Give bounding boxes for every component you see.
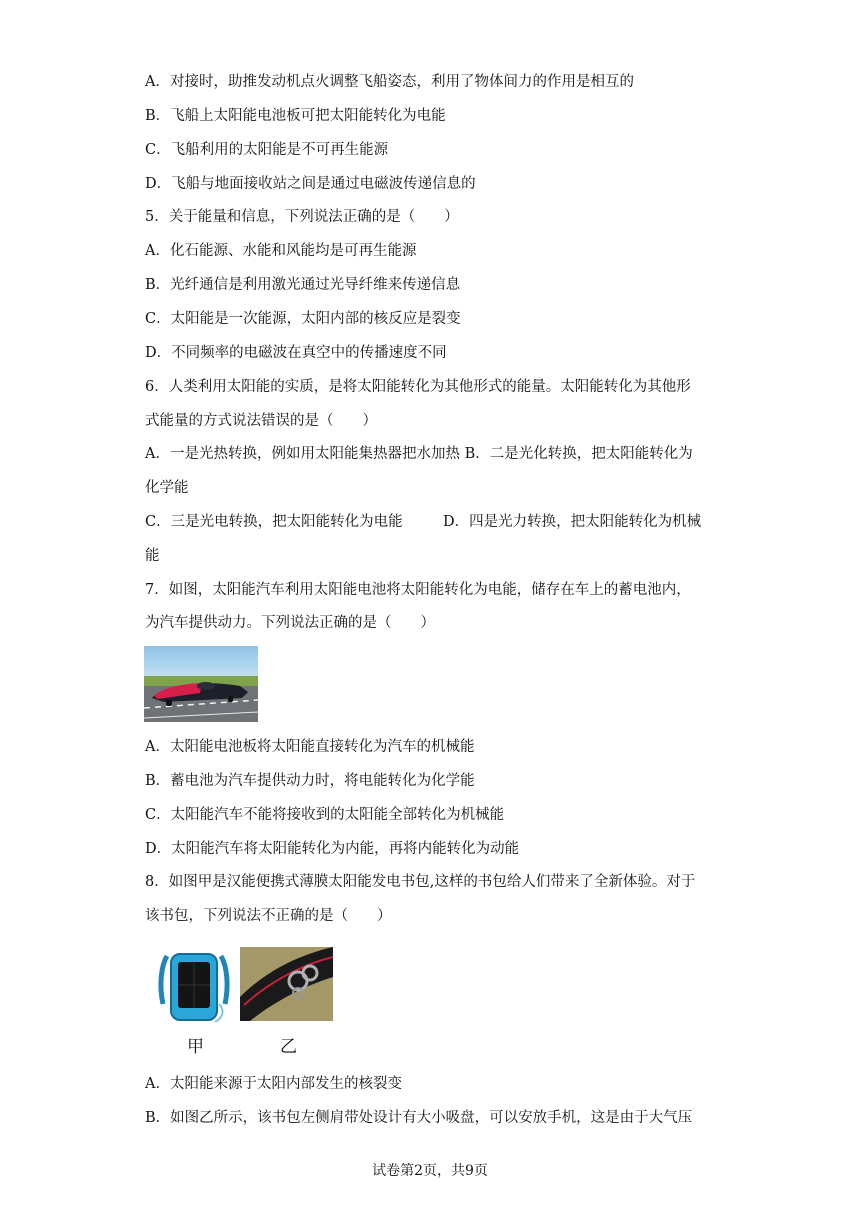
q5-option-b: B．光纤通信是利用激光通过光导纤维来传递信息 [145,277,461,293]
q6-stem-line2: 式能量的方式说法错误的是（ ） [145,413,377,429]
q7-option-d: D．太阳能汽车将太阳能转化为内能，再将内能转化为动能 [145,841,520,857]
q7-stem-line2: 为汽车提供动力。下列说法正确的是（ ） [145,615,435,631]
shoulder-strap-suction-cup-image [240,947,333,1021]
q4-option-c: C．飞船利用的太阳能是不可再生能源 [145,142,389,158]
solar-backpack-image [153,946,235,1026]
q4-option-d: D．飞船与地面接收站之间是通过电磁波传递信息的 [145,176,476,192]
q7-option-a: A．太阳能电池板将太阳能直接转化为汽车的机械能 [145,739,475,755]
figure-label-yi: 乙 [280,1037,297,1057]
q8-option-b: B．如图乙所示，该书包左侧肩带处设计有大小吸盘，可以安放手机，这是由于大气压 [145,1110,693,1126]
q7-option-b: B．蓄电池为汽车提供动力时，将电能转化为化学能 [145,773,475,789]
q4-option-b: B．飞船上太阳能电池板可把太阳能转化为电能 [145,108,446,124]
q6-option-ab-line2: 化学能 [145,480,189,496]
q5-stem: 5．关于能量和信息，下列说法正确的是（ ） [145,209,459,225]
q5-option-a: A．化石能源、水能和风能均是可再生能源 [145,243,417,259]
q7-stem-line1: 7．如图，太阳能汽车利用太阳能电池将太阳能转化为电能，储存在车上的蓄电池内， [145,582,691,598]
solar-car-image [144,646,258,722]
q6-stem-line1: 6．人类利用太阳能的实质，是将太阳能转化为其他形式的能量。太阳能转化为其他形 [145,379,691,395]
q5-option-d: D．不同频率的电磁波在真空中的传播速度不同 [145,345,447,361]
figure-label-jia: 甲 [187,1037,204,1057]
q6-option-ab-line1: A．一是光热转换，例如用太阳能集热器把水加热 B．二是光化转换，把太阳能转化为 [145,446,693,462]
q8-option-a: A．太阳能来源于太阳内部发生的核裂变 [145,1076,402,1092]
q7-option-c: C．太阳能汽车不能将接收到的太阳能全部转化为机械能 [145,807,505,823]
page-footer: 试卷第2页，共9页 [372,1163,488,1179]
q6-option-d-line2: 能 [145,548,160,564]
q8-stem-line1: 8．如图甲是汉能便携式薄膜太阳能发电书包,这样的书包给人们带来了全新体验。对于 [145,874,696,890]
q8-stem-line2: 该书包，下列说法不正确的是（ ） [145,908,392,924]
q5-option-c: C．太阳能是一次能源，太阳内部的核反应是裂变 [145,311,461,327]
q6-option-d-line1: D．四是光力转换，把太阳能转化为机械 [443,514,702,530]
q6-option-c: C．三是光电转换，把太阳能转化为电能 [145,514,403,530]
q4-option-a: A．对接时，助推发动机点火调整飞船姿态，利用了物体间力的作用是相互的 [145,74,634,90]
